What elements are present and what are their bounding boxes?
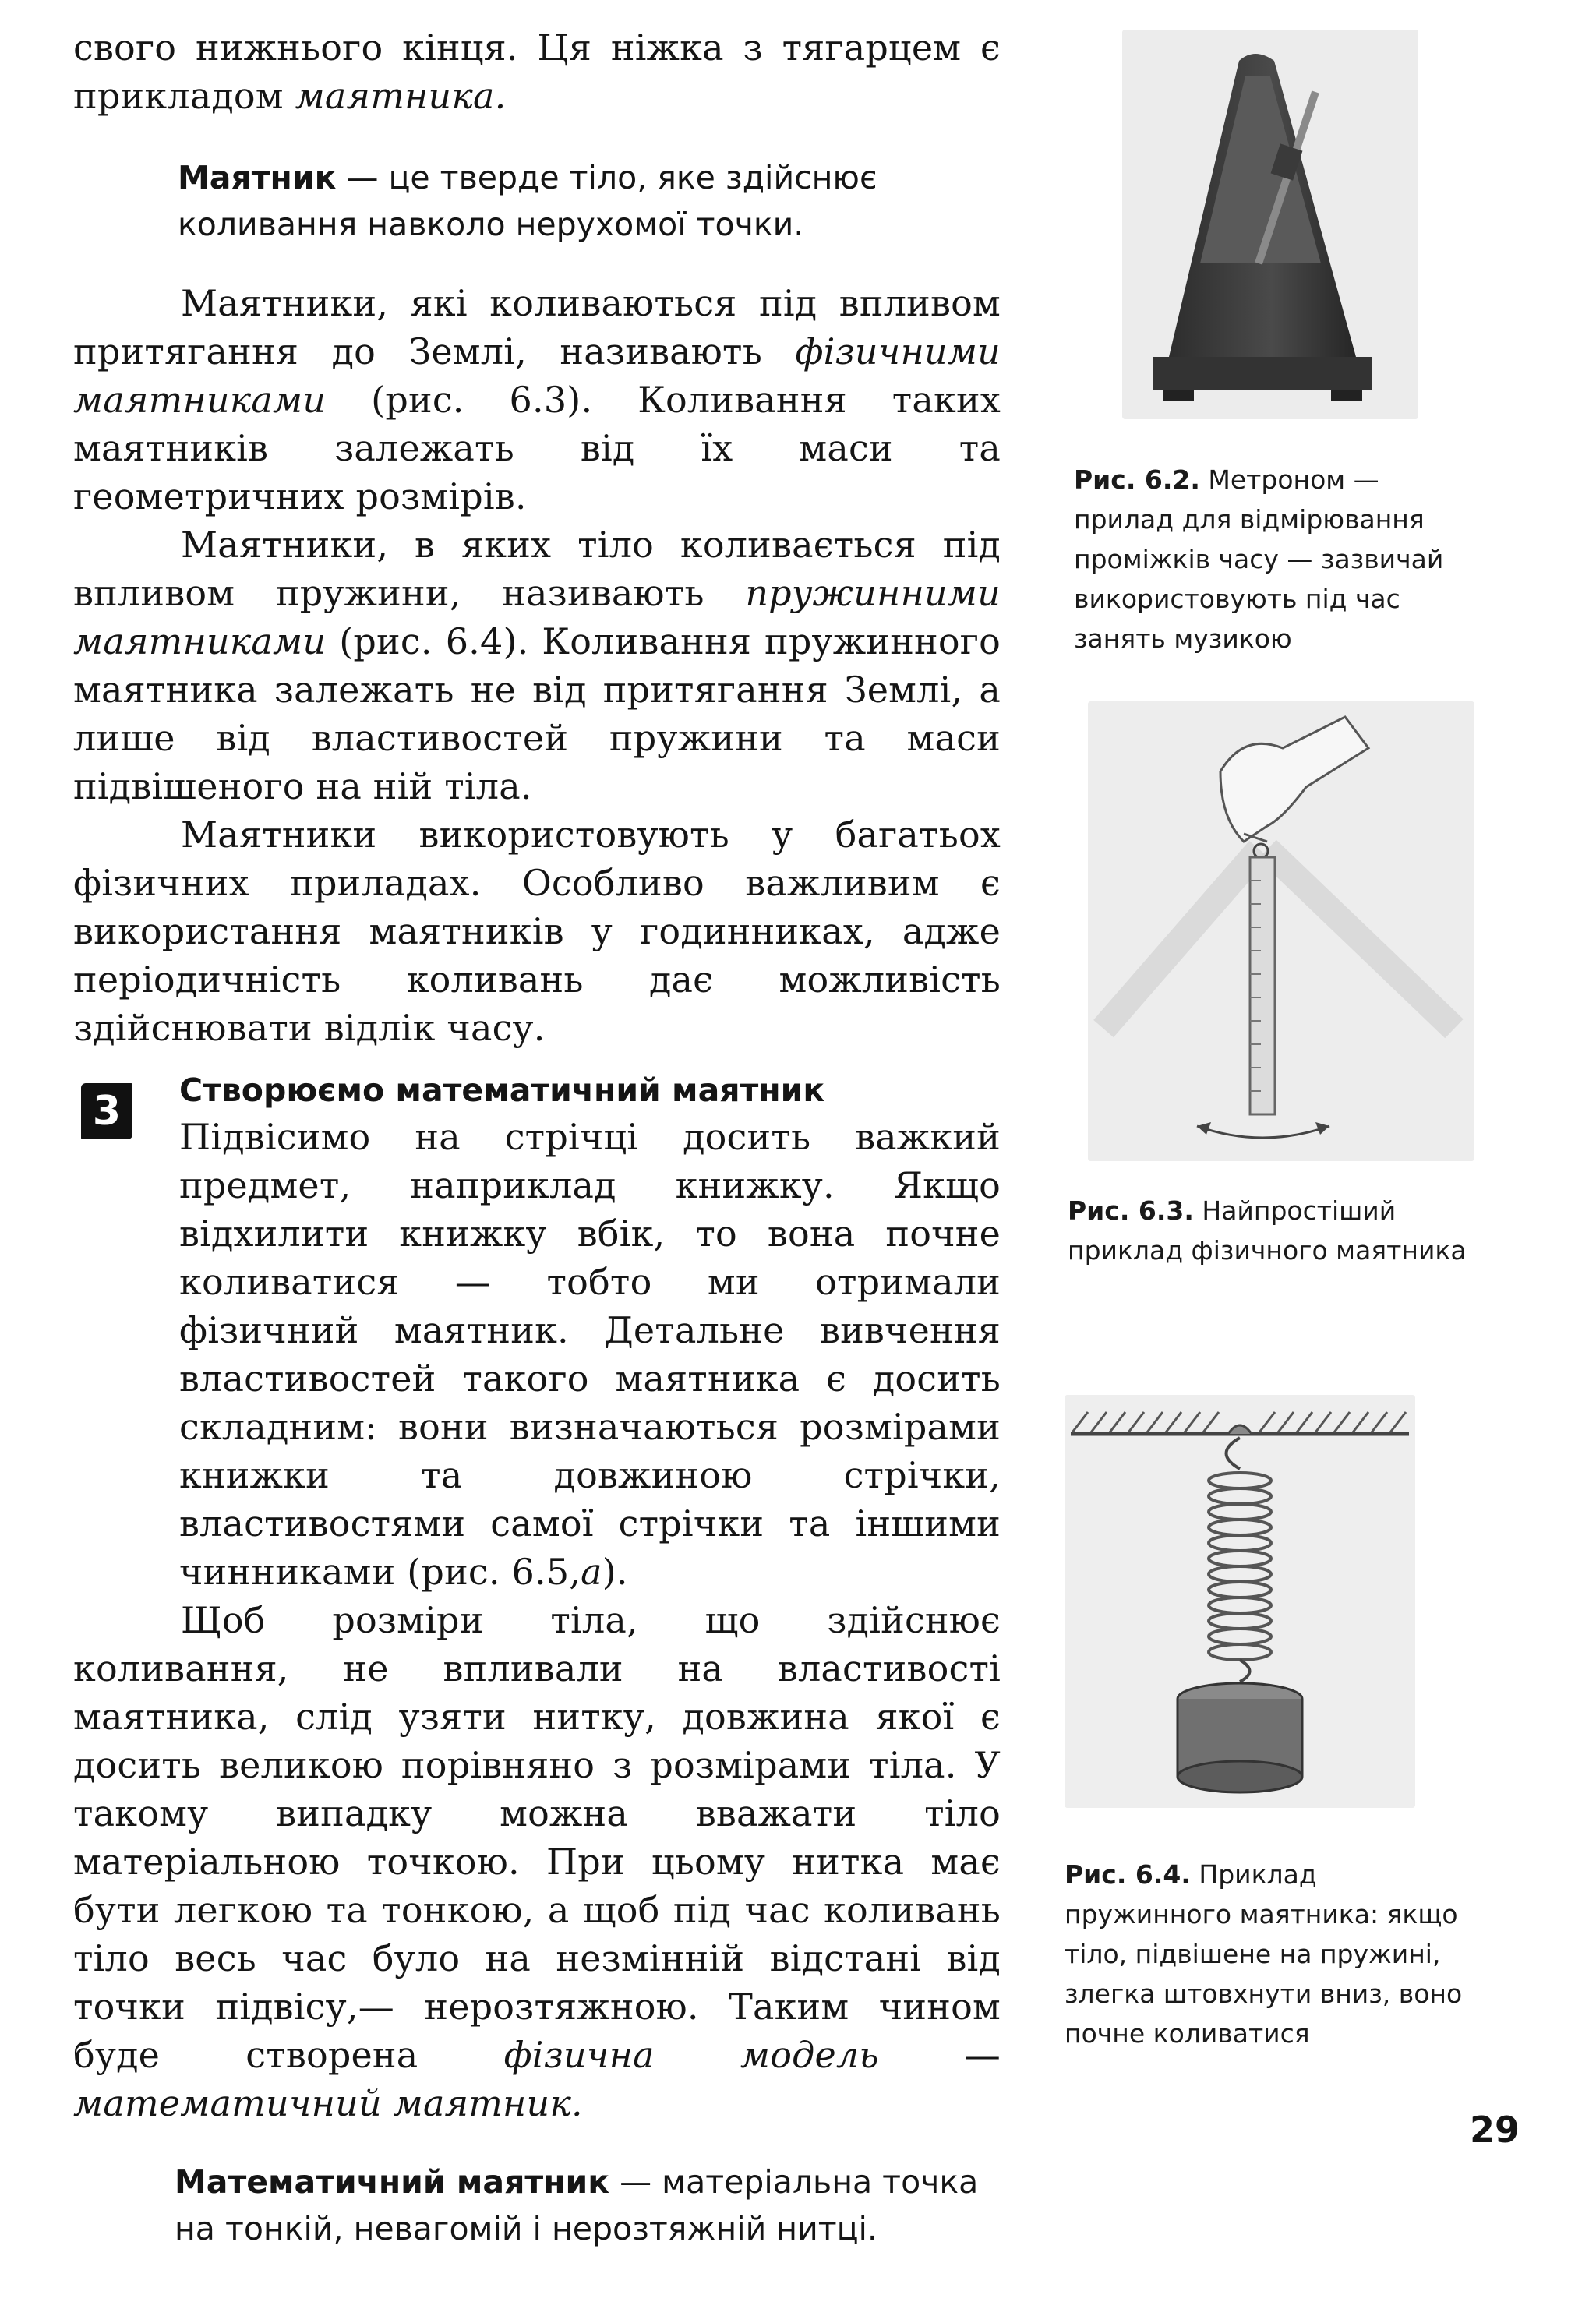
term-physical-model: фізична модель — [503, 2034, 879, 2076]
figure-ruler-pendulum — [1088, 701, 1474, 1161]
paragraph-usage: Маятники використовують у багатьох фізичних приладах. Особливо важливим є використання маятників у годинниках, адже періодичність коливань дає можливість здійснювати відлік часу. — [73, 814, 1001, 1049]
spring-pendulum-illustration — [1065, 1395, 1415, 1808]
term-pendulum: маятника. — [295, 75, 507, 117]
definition-term: Математичний маятник — [175, 2163, 610, 2201]
main-column — [73, 23, 1001, 1052]
page-number: 29 — [1470, 2109, 1520, 2151]
section-number-badge: 3 — [81, 1083, 132, 1139]
paragraph-spring-pendulum: Маятники, в яких тіло коливається під впливом пружини, називають пружинними маятниками (рис. 6.4). Коливання пружинного маятника залежать не від притягання Землі, а лише від властивостей пружини та маси підвішеного на ній тіла. — [73, 524, 1001, 807]
metronome-illustration — [1122, 30, 1418, 419]
paragraph-book-pendulum-lead: Підвісимо на стрічці досить важкий предмет, наприклад книжку. Якщо відхилити книжку вбік, то вона почне коливатися — тобто ми отримали фізичний маятник. Детальне вивчення властивостей такого маятника є досить складним: вони визначаються розмірами книжки та довжиною стрічки, властивостями самої стрічки та іншими чинниками (рис. 6.5,а). — [179, 1116, 1001, 1593]
ruler-pendulum-illustration — [1088, 701, 1474, 1161]
term-spring-pendulums: пружинними маятниками — [73, 572, 1001, 662]
caption-fig-6-3: Рис. 6.3. Найпростіший приклад фізичного маятника — [1068, 1195, 1467, 1266]
term-physical-pendulums: фізичними маятниками — [73, 330, 1001, 421]
term-math-pendulum: математичний маятник. — [73, 2082, 583, 2124]
figure-spring-pendulum — [1065, 1395, 1415, 1808]
caption-fig-6-4: Рис. 6.4. Приклад пружинного маятника: якщо тіло, підвішене на пружині, злегка штовхнути вниз, воно почне коливатися — [1065, 1859, 1463, 2049]
section-title: Створюємо математичний маятник — [179, 1071, 825, 1109]
paragraph-physical-pendulum: Маятники, які коливаються під впливом притягання до Землі, називають фізичними маятниками (рис. 6.3). Коливання таких маятників залежать від їх маси та геометричних розмірів. — [73, 282, 1001, 517]
paragraph-intro: свого нижнього кінця. Ця ніжка з тягарцем є прикладом маятника. — [73, 26, 1001, 117]
definition-term: Маятник — [178, 159, 337, 196]
definition-math-pendulum: Математичний маятник — матеріальна точка на тонкій, невагомій і нерозтяжній нитці. — [175, 2163, 979, 2247]
caption-fig-6-2: Рис. 6.2. Метроном — прилад для відмірювання проміжків часу — зазвичай використовують під час занять музикою — [1074, 464, 1444, 654]
section-body — [73, 1113, 1001, 2252]
term-fig-a: а — [581, 1551, 602, 1593]
paragraph-math-model: Щоб розміри тіла, що здійснює коливання, не впливали на властивості маятника, слід узяти нитку, довжина якої є досить великою порівняно з розмірами тіла. У такому випадку можна вважати тіло матеріальною точкою. При цьому нитка має бути легкою та тонкою, а щоб під час коливань тіло весь час було на незмінній відстані від точки підвісу,— нерозтяжною. Таким чином буде створена фізична модель — математичний маятник. — [73, 1599, 1001, 2124]
figure-metronome — [1122, 30, 1418, 419]
definition-pendulum: Маятник — це тверде тіло, яке здійснює коливання навколо нерухомої точки. — [178, 159, 877, 243]
